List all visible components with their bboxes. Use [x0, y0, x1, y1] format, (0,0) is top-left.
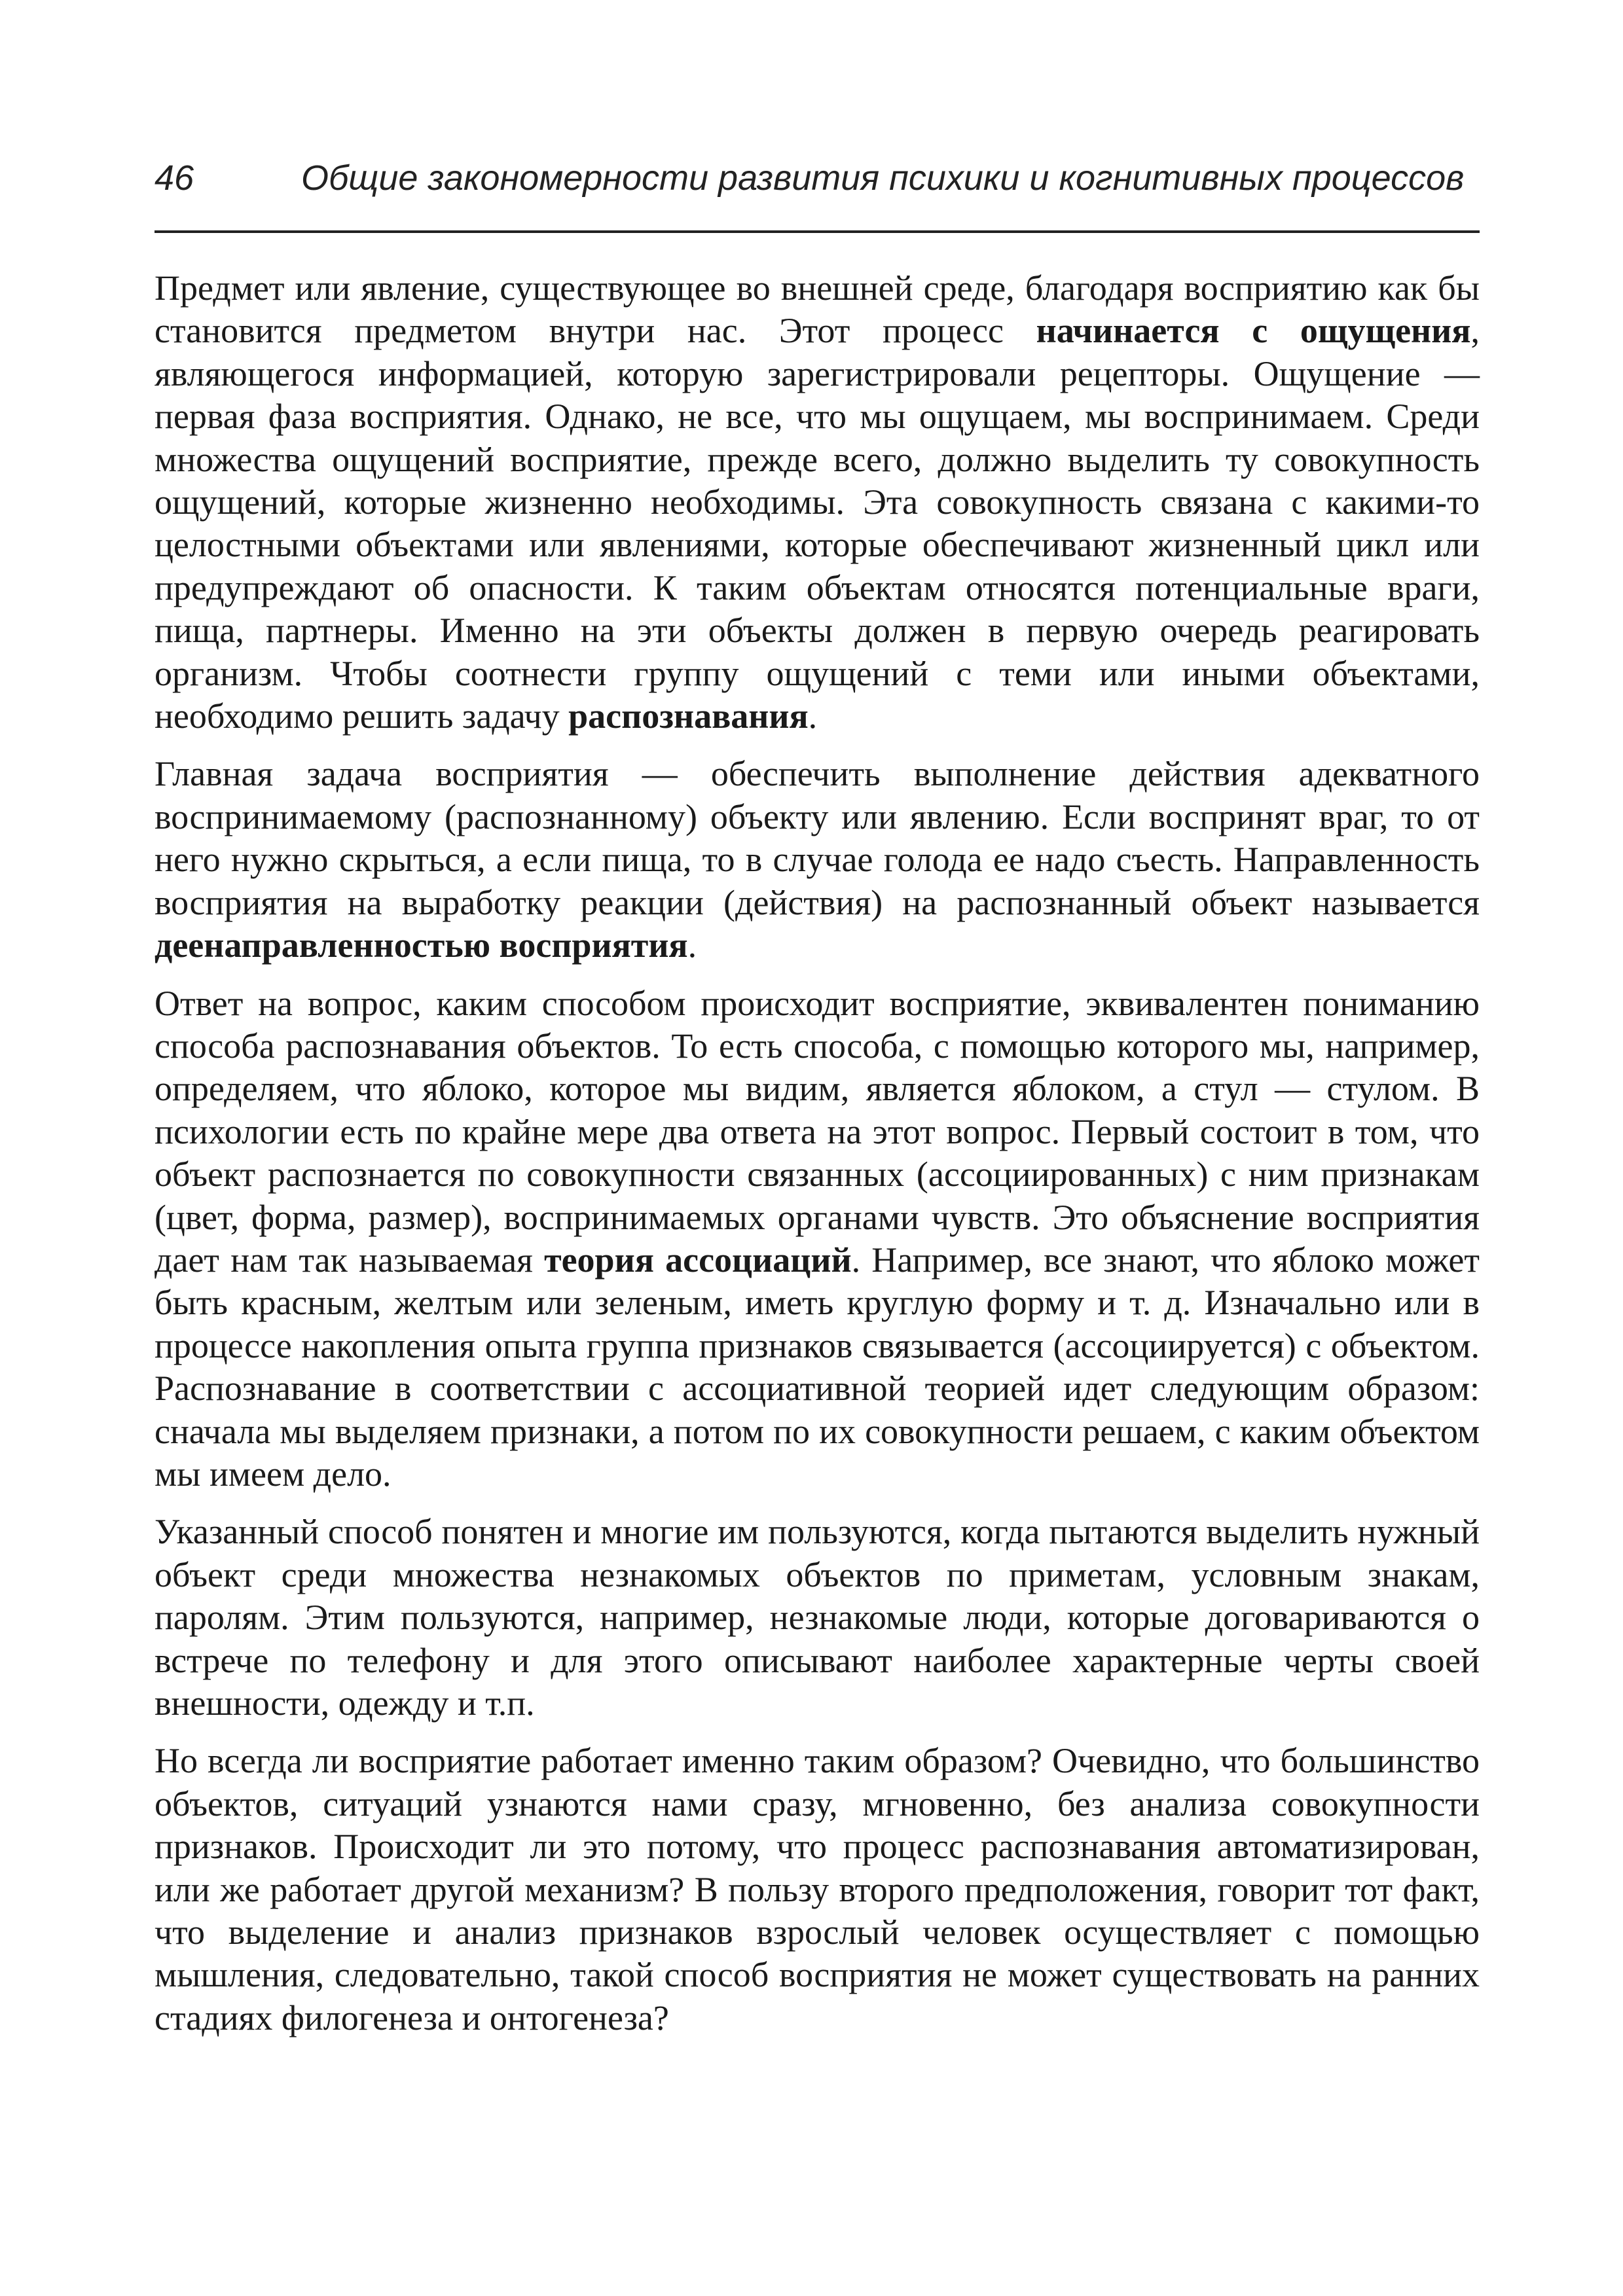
paragraph-3-text-1: Ответ на вопрос, каким способом происходит восприятие, эквивалентен пониманию способа распознавания объектов. То есть способа, с помощью которого мы, например, определяем, что яблоко, которое мы видим, является яблоком, а стул — стулом. В психологии есть по крайне мере два ответа на этот вопрос. Первый состоит в том, что объект распознается по совокупности связанных (ассоциированных) с ним признакам (цвет, форма, размер), воспринимаемых органами чувств. Это объяснение восприятия дает нам так называемая: [155, 983, 1480, 1280]
body-text: [155, 267, 1480, 2054]
paragraph-1-text-3: .: [808, 696, 818, 736]
paragraph-3: [155, 982, 1480, 1496]
term-raspoznavaniya: распознавания: [568, 696, 809, 736]
header-divider: [155, 230, 1480, 233]
paragraph-4-text-1: Указанный способ понятен и многие им пользуются, когда пытаются выделить нужный объект среди множества незнакомых объектов по приметам, условным знакам, паролям. Этим пользуются, например, незнакомые люди, которые договариваются о встрече по телефону и для этого описывают наиболее характерные черты своей внешности, одежду и т.п.: [155, 1512, 1480, 1723]
paragraph-1-text-1: Предмет или явление, существующее во внешней среде, благодаря восприятию как бы становится предметом внутри нас. Этот процесс: [155, 268, 1480, 351]
term-deenapravlennost-vospriyatiya: деенаправленностью восприятия: [155, 925, 688, 965]
running-title: Общие закономерности развития психики и когнитивных процессов: [301, 158, 1465, 198]
page-number: 46: [155, 158, 194, 198]
paragraph-4: [155, 1511, 1480, 1725]
term-nachinaetsya-s-oshchushcheniya: начинается с ощущения: [1036, 311, 1471, 351]
paragraph-2-text-2: .: [687, 925, 697, 965]
paragraph-2-text-1: Главная задача восприятия — обеспечить выполнение действия адекватного воспринимаемому (распознанному) объекту или явлению. Если воспринят враг, то от него нужно скрыться, а если пища, то в случае голода ее надо съесть. Направленность восприятия на выработку реакции (действия) на распознанный объект называется: [155, 754, 1480, 922]
paragraph-1: [155, 267, 1480, 738]
paragraph-5-text-1: Но всегда ли восприятие работает именно таким образом? Очевидно, что большинство объектов, ситуаций узнаются нами сразу, мгновенно, без анализа совокупности признаков. Происходит ли это потому, что процесс распознавания автоматизирован, или же работает другой механизм? В пользу второго предположения, говорит тот факт, что выделение и анализ признаков взрослый человек осуществляет с помощью мышления, следовательно, такой способ восприятия не может существовать на ранних стадиях филогенеза и онтогенеза?: [155, 1741, 1480, 2037]
paragraph-3-text-2: . Например, все знают, что яблоко может быть красным, желтым или зеленым, иметь круглую форму и т. д. Изначально или в процессе накопления опыта группа признаков связывается (ассоциируется) с объектом. Распознавание в соответствии с ассоциативной теорией идет следующим образом: сначала мы выделяем признаки, а потом по их совокупности решаем, с каким объектом мы имеем дело.: [155, 1240, 1480, 1494]
paragraph-5: [155, 1740, 1480, 2039]
paragraph-1-text-2: , являющегося информацией, которую зарегистрировали рецепторы. Ощущение — первая фаза восприятия. Однако, не все, что мы ощущаем, мы воспринимаем. Среди множества ощущений восприятие, прежде всего, должно выделить ту совокупность ощущений, которые жизненно необходимы. Эта совокупность связана с какими-то целостными объектами или явлениями, которые обеспечивают жизненный цикл или предупреждают об опасности. К таким объектам относятся потенциальные враги, пища, партнеры. Именно на эти объекты должен в первую очередь реагировать организм. Чтобы соотнести группу ощущений с теми или иными объектами, необходимо решить задачу: [155, 311, 1480, 736]
page-header: [155, 154, 1480, 233]
paragraph-2: [155, 753, 1480, 967]
term-teoriya-associaciy: теория ассоциаций: [544, 1240, 852, 1280]
